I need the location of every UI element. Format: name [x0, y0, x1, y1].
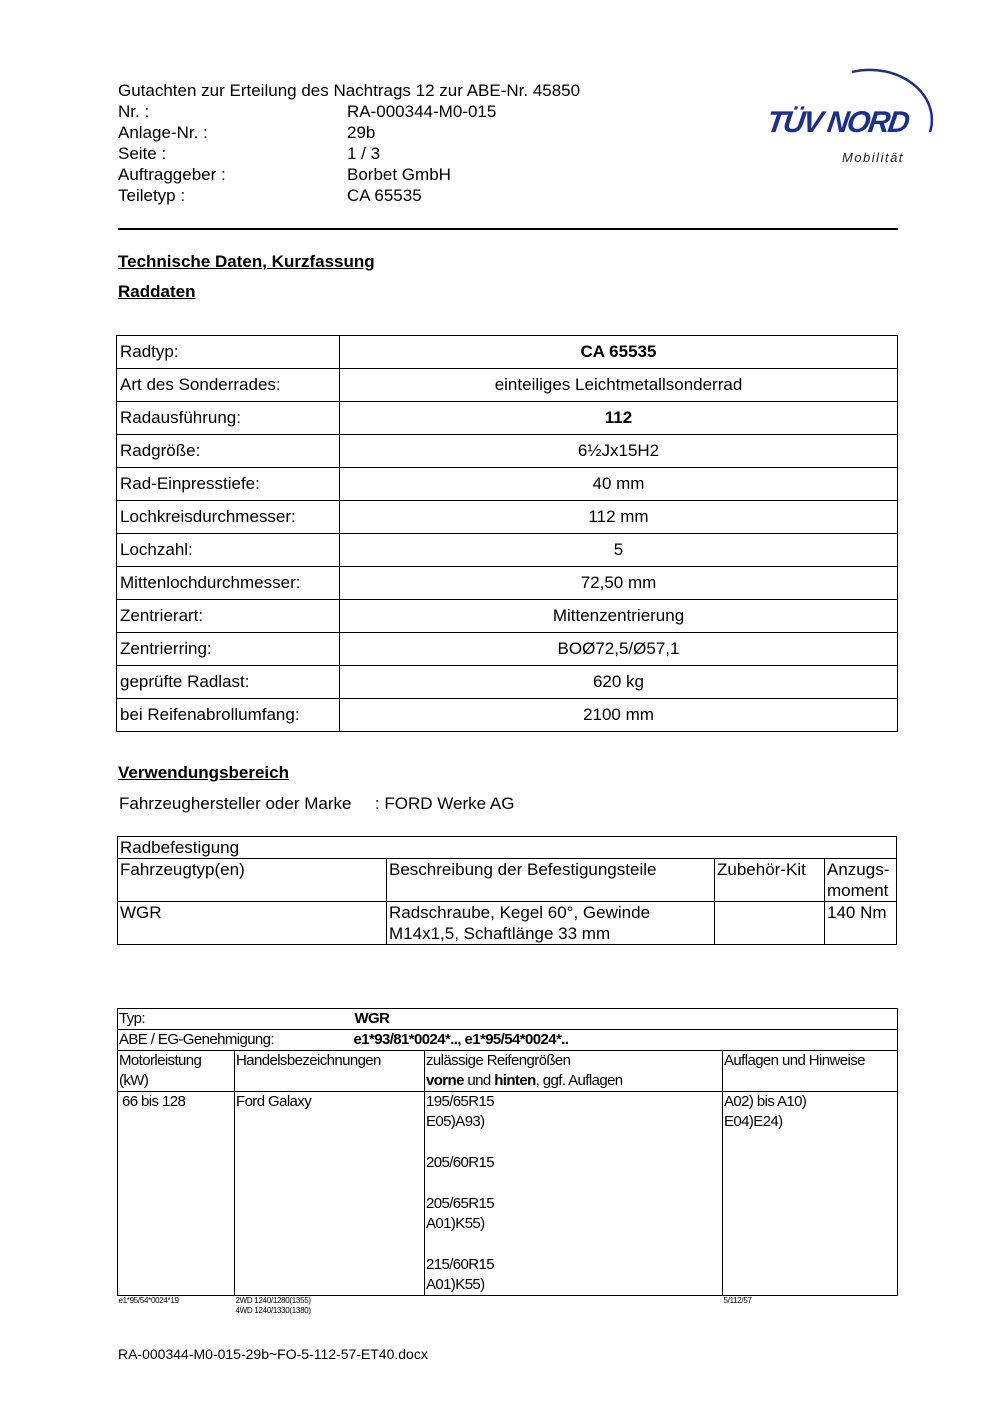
- col-tires-front: vorne: [426, 1072, 464, 1089]
- row-value: 40 mm: [340, 468, 898, 501]
- col-tires-1: zulässige Reifengrößen: [426, 1052, 571, 1069]
- section-title-usage: Verwendungsbereich: [118, 763, 289, 782]
- cell-desc-1: Radschraube, Kegel 60°, Gewinde: [389, 903, 651, 922]
- row-label: geprüfte Radlast:: [117, 666, 340, 699]
- tire-line: 195/65R15: [426, 1093, 494, 1110]
- manufacturer-value: FORD Werke AG: [384, 794, 515, 813]
- col-header-torque-2: moment: [827, 881, 889, 900]
- tire-line: [426, 1234, 721, 1255]
- table-row: [117, 435, 898, 468]
- col-tires: [425, 1051, 723, 1092]
- cell-kit: [715, 902, 825, 945]
- header-row-teiletyp: [118, 185, 580, 206]
- table-row: [118, 837, 897, 859]
- col-power-2: (kW): [119, 1072, 149, 1089]
- row-label: Lochzahl:: [117, 534, 340, 567]
- cell-notes: [723, 1092, 898, 1296]
- footer-code: e1*95/54*0024*19: [118, 1296, 179, 1305]
- tire-line: 205/60R15: [426, 1154, 494, 1171]
- row-value: 112 mm: [340, 501, 898, 534]
- table-row: [118, 1009, 898, 1030]
- abe-value: [353, 1030, 898, 1051]
- table-row: [118, 1092, 898, 1296]
- row-label: Lochkreisdurchmesser:: [117, 501, 340, 534]
- row-value: einteiliges Leichtmetallsonderrad: [340, 369, 898, 402]
- tire-line: [426, 1173, 721, 1194]
- section-title-tech: Technische Daten, Kurzfassung: [118, 252, 375, 271]
- col-trade: Handelsbezeichnungen: [235, 1051, 425, 1092]
- tire-line: A01)K55): [426, 1215, 485, 1232]
- table-row: [117, 600, 898, 633]
- table-row: [117, 699, 898, 732]
- approval-table: [117, 1008, 898, 1316]
- tuv-nord-logo: [762, 58, 942, 170]
- table-row: [117, 402, 898, 435]
- header-label: Seite :: [118, 144, 167, 163]
- cell-power: 66 bis 128: [118, 1092, 235, 1296]
- table-row: [118, 1030, 898, 1051]
- header-label: Auftraggeber :: [118, 165, 226, 184]
- footer-right: 5/112/57: [723, 1296, 752, 1305]
- row-label: bei Reifenabrollumfang:: [117, 699, 340, 732]
- col-tires-rest: , ggf. Auflagen: [535, 1072, 623, 1089]
- manufacturer-separator: :: [374, 794, 380, 813]
- tire-line: E05)A93): [426, 1113, 485, 1130]
- col-power: [118, 1051, 235, 1092]
- row-value: 112: [340, 402, 898, 435]
- logo-brand: TÜV NORD: [764, 106, 911, 139]
- mounting-table: [117, 836, 897, 945]
- cell-desc: [387, 902, 715, 945]
- row-value: 6½Jx15H2: [340, 435, 898, 468]
- cell-torque: 140 Nm: [825, 902, 897, 945]
- header-value: CA 65535: [347, 186, 422, 205]
- header-value: RA-000344-M0-015: [347, 102, 497, 121]
- header-divider: [118, 228, 898, 230]
- col-tires-and: und: [463, 1072, 495, 1089]
- wheel-data-table: [116, 335, 898, 732]
- typ-value-text: WGR: [354, 1010, 390, 1027]
- footer-weights: [235, 1296, 425, 1317]
- tire-line: 215/60R15: [426, 1256, 494, 1273]
- cell-type: WGR: [118, 902, 387, 945]
- section-title-wheel: Raddaten: [118, 282, 196, 301]
- header-row-auftraggeber: [118, 164, 580, 185]
- footer-weight-2wd: 2WD 1240/1280(1355): [235, 1296, 311, 1305]
- row-value: 72,50 mm: [340, 567, 898, 600]
- manufacturer-line: [119, 794, 514, 814]
- row-label: Radausführung:: [117, 402, 340, 435]
- header-row-nr: [118, 101, 580, 122]
- col-power-1: Motorleistung: [119, 1052, 202, 1069]
- row-label: Mittenlochdurchmesser:: [117, 567, 340, 600]
- col-tires-rear: hinten: [494, 1072, 536, 1089]
- document-footer: RA-000344-M0-015-29b~FO-5-112-57-ET40.docx: [118, 1346, 428, 1362]
- col-header-kit: Zubehör-Kit: [715, 859, 825, 902]
- header-value: 29b: [347, 123, 376, 142]
- table-row: [118, 902, 897, 945]
- table-row: [117, 534, 898, 567]
- document-header: [118, 80, 580, 206]
- header-label: Anlage-Nr. :: [118, 123, 208, 142]
- header-row-seite: [118, 143, 580, 164]
- table-row: [117, 633, 898, 666]
- row-label: Zentrierring:: [117, 633, 340, 666]
- header-label: Nr. :: [118, 102, 150, 121]
- col-notes: Auflagen und Hinweise: [723, 1051, 898, 1092]
- row-label: Zentrierart:: [117, 600, 340, 633]
- mounting-title: Radbefestigung: [118, 837, 897, 859]
- row-value: 620 kg: [340, 666, 898, 699]
- logo-subtitle: Mobilität: [842, 150, 904, 165]
- table-row: [117, 336, 898, 369]
- row-label: Radgröße:: [117, 435, 340, 468]
- tire-line: 205/65R15: [426, 1195, 494, 1212]
- table-footer-row: [118, 1296, 898, 1317]
- header-row-anlage: [118, 122, 580, 143]
- row-label: Radtyp:: [117, 336, 340, 369]
- typ-value: [354, 1009, 898, 1030]
- header-label: Teiletyp :: [118, 186, 186, 205]
- col-header-torque-1: Anzugs-: [827, 860, 890, 879]
- row-value: 2100 mm: [340, 699, 898, 732]
- manufacturer-label: Fahrzeughersteller oder Marke: [119, 794, 352, 813]
- footer-weight-4wd: 4WD 1240/1330(1380): [235, 1306, 311, 1315]
- row-value: Mittenzentrierung: [340, 600, 898, 633]
- col-tires-2: [426, 1071, 721, 1091]
- row-value: BOØ72,5/Ø57,1: [340, 633, 898, 666]
- table-row: [117, 567, 898, 600]
- row-value: 5: [340, 534, 898, 567]
- header-value: Borbet GmbH: [347, 165, 451, 184]
- table-row: [117, 501, 898, 534]
- table-row: [117, 468, 898, 501]
- note-line: E04)E24): [724, 1113, 783, 1130]
- table-row: [117, 369, 898, 402]
- table-header-row: [118, 1051, 898, 1092]
- cell-trade: Ford Galaxy: [235, 1092, 425, 1296]
- tire-line: [426, 1132, 721, 1153]
- header-value: 1 / 3: [347, 144, 381, 163]
- col-header-desc: Beschreibung der Befestigungsteile: [387, 859, 715, 902]
- note-line: A02) bis A10): [724, 1093, 807, 1110]
- row-label: Rad-Einpresstiefe:: [117, 468, 340, 501]
- cell-desc-2: M14x1,5, Schaftlänge 33 mm: [389, 924, 611, 943]
- document-title: Gutachten zur Erteilung des Nachtrags 12 zur ABE-Nr. 45850: [118, 81, 581, 100]
- tire-line: A01)K55): [426, 1276, 485, 1293]
- row-value: CA 65535: [340, 336, 898, 369]
- typ-label: Typ:: [118, 1009, 425, 1030]
- abe-value-text: e1*93/81*0024*.., e1*95/54*0024*..: [353, 1031, 569, 1048]
- table-header-row: [118, 859, 897, 902]
- table-row: [117, 666, 898, 699]
- cell-tires: [425, 1092, 723, 1296]
- row-label: Art des Sonderrades:: [117, 369, 340, 402]
- abe-label: ABE / EG-Genehmigung:: [118, 1030, 425, 1051]
- col-header-torque: [825, 859, 897, 902]
- col-header-type: Fahrzeugtyp(en): [118, 859, 387, 902]
- footer-empty: [425, 1296, 723, 1317]
